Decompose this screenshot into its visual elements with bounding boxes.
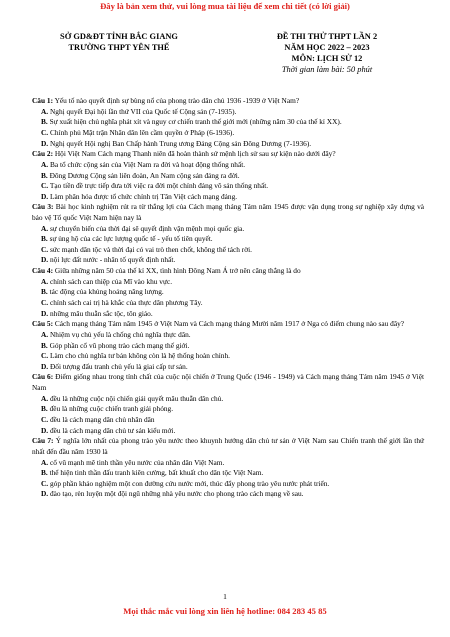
option-text: sự chuyển biến của thời đại sẽ quyết định vận mệnh mọi quốc gia. xyxy=(49,223,245,233)
answer-option xyxy=(41,362,424,373)
option-letter: A. xyxy=(41,276,49,286)
option-text: đều là cách mạng dân chủ tư sản kiểu mới. xyxy=(49,425,176,435)
question-list xyxy=(32,96,424,500)
answer-option xyxy=(41,255,424,266)
answer-option xyxy=(41,128,424,139)
option-letter: D. xyxy=(41,425,49,435)
option-text: đào tạo, rèn luyện một đội ngũ những nhà yêu nước cho phong trào cách mạng về sau. xyxy=(49,489,304,499)
exam-header xyxy=(252,31,402,75)
option-letter: A. xyxy=(41,159,49,169)
option-letter: D. xyxy=(41,138,49,148)
option-letter: D. xyxy=(41,361,49,371)
option-letter: A. xyxy=(41,393,49,403)
answer-option xyxy=(41,426,424,437)
question xyxy=(32,96,424,107)
option-letter: B. xyxy=(41,117,48,127)
option-letter: B. xyxy=(41,287,48,297)
question-text: Điểm giống nhau trong tính chất của cuộc nội chiến ở Trung Quốc (1946 - 1949) và Cách mạng tháng Tám năm 1945 ở Việt Nam xyxy=(32,372,425,392)
option-letter: D. xyxy=(41,308,49,318)
option-text: Làm cho chủ nghĩa tư bản không còn là hệ thống hoàn chỉnh. xyxy=(49,351,230,361)
answer-option xyxy=(41,330,424,341)
option-letter: B. xyxy=(41,404,48,414)
answer-option xyxy=(41,277,424,288)
question-text: Bài học kinh nghiệm rút ra từ thắng lợi của Cách mạng tháng Tám năm 1945 được vận dụng trong sự nghiệp xây dựng và bảo vệ Tổ quốc Việt Nam hiện nay là xyxy=(32,202,425,222)
school-year: NĂM HỌC 2022 – 2023 xyxy=(284,43,370,52)
question-number: Câu 4: xyxy=(32,266,54,276)
question-number: Câu 1: xyxy=(32,96,54,105)
question xyxy=(32,149,424,160)
option-letter: C. xyxy=(41,244,49,254)
answer-option xyxy=(41,309,424,320)
option-letter: D. xyxy=(41,255,49,265)
answer-option xyxy=(41,287,424,298)
question xyxy=(32,266,424,277)
option-text: Đối tượng đấu tranh chủ yếu là giai cấp tư sản. xyxy=(49,361,188,371)
option-text: Sự xuất hiện chủ nghĩa phát xít và nguy cơ chiến tranh thế giới mới (những năm 30 của thế kỉ XX). xyxy=(49,117,342,127)
option-text: Tạo tiền đề trực tiếp đưa tới việc ra đời một chính đảng vô sản thống nhất. xyxy=(49,181,269,191)
option-letter: C. xyxy=(41,127,49,137)
question-number: Câu 3: xyxy=(32,202,54,212)
option-text: Nghị quyết Hội nghị Ban Chấp hành Trung ương Đảng Cộng sản Đông Dương (7-1936). xyxy=(49,138,312,148)
answer-option xyxy=(41,171,424,182)
answer-option xyxy=(41,468,424,479)
option-letter: D. xyxy=(41,191,49,201)
option-text: Đông Dương Cộng sản liên đoàn, An Nam cộng sản đảng ra đời. xyxy=(49,170,240,180)
option-text: góp phần khảo nghiệm một con đường cứu nước mới, thúc đẩy phong trào yêu nước phát triển. xyxy=(49,478,330,488)
option-text: thể hiện tinh thần đấu tranh kiên cường, bất khuất cho dân tộc Việt Nam. xyxy=(49,468,264,478)
option-text: chính sách can thiệp của Mĩ vào khu vực. xyxy=(49,276,173,286)
option-letter: A. xyxy=(41,106,49,116)
school-name: TRƯỜNG THPT YÊN THẾ xyxy=(68,43,170,52)
option-letter: D. xyxy=(41,489,49,499)
option-letter: C. xyxy=(41,414,49,424)
hotline-banner: Mọi thắc mắc vui lòng xin liên hệ hotline: 084 283 45 85 xyxy=(123,606,327,616)
exam-title: ĐỀ THI THỬ THPT LẦN 2 xyxy=(276,32,378,41)
school-header xyxy=(44,31,194,53)
option-letter: B. xyxy=(41,468,48,478)
option-text: Nghị quyết Đại hội lần thứ VII của Quốc tế Cộng sản (7-1935). xyxy=(49,106,237,116)
question-text: Cách mạng tháng Tám năm 1945 ở Việt Nam và Cách mạng tháng Mười năm 1917 ở Nga có điểm chung nào sau đây? xyxy=(54,319,405,329)
option-text: Ba tổ chức cộng sản của Việt Nam ra đời và hoạt động thống nhất. xyxy=(49,159,246,169)
option-text: đều là cách mạng dân chủ nhân dân xyxy=(49,414,155,424)
answer-option xyxy=(41,458,424,469)
answer-option xyxy=(41,181,424,192)
question xyxy=(32,319,424,330)
option-text: Chính phủ Mặt trận Nhân dân lên cầm quyền ở Pháp (6-1936). xyxy=(49,127,235,137)
option-text: Làm phân hóa được tổ chức chính trị Tân Việt cách mạng đảng. xyxy=(49,191,238,201)
page-number: 1 xyxy=(223,592,227,601)
subject: MÔN: LỊCH SỬ 12 xyxy=(291,54,363,63)
answer-option xyxy=(41,298,424,309)
answer-option xyxy=(41,234,424,245)
option-letter: B. xyxy=(41,234,48,244)
question-text: Hội Việt Nam Cách mạng Thanh niên đã hoàn thành sứ mệnh lịch sử sau sự kiện nào dưới đây? xyxy=(54,149,336,159)
option-letter: C. xyxy=(41,478,49,488)
option-text: sự ủng hộ của các lực lượng quốc tế - yếu tố tiên quyết. xyxy=(49,234,213,244)
question-text: Ý nghĩa lớn nhất của phong trào yêu nước theo khuynh hướng dân chủ tư sản ở Việt Nam sau Chiến tranh thế giới lần thứ nhất đến đầu năm 1930 là xyxy=(32,436,424,456)
answer-option xyxy=(41,139,424,150)
question xyxy=(32,436,424,457)
option-letter: C. xyxy=(41,181,49,191)
question xyxy=(32,202,424,223)
answer-option xyxy=(41,224,424,235)
question-number: Câu 6: xyxy=(32,372,54,382)
answer-option xyxy=(41,117,424,128)
option-text: tác động của khủng hoảng năng lượng. xyxy=(49,287,164,297)
option-letter: B. xyxy=(41,340,48,350)
option-text: Góp phần cổ vũ phong trào cách mạng thế giới. xyxy=(49,340,190,350)
exam-duration: Thời gian làm bài: 50 phút xyxy=(281,65,373,74)
answer-option xyxy=(41,160,424,171)
option-text: đều là những cuộc nội chiến giải quyết mâu thuẫn dân chủ. xyxy=(49,393,224,403)
option-text: cổ vũ mạnh mẽ tinh thần yêu nước của nhân dân Việt Nam. xyxy=(49,457,225,467)
answer-option xyxy=(41,404,424,415)
option-text: những mâu thuẫn sắc tộc, tôn giáo. xyxy=(49,308,153,318)
answer-option xyxy=(41,415,424,426)
option-text: sức mạnh dân tộc và thời đại có vai trò then chốt, không thể tách rời. xyxy=(49,244,253,254)
question-number: Câu 5: xyxy=(32,319,54,329)
answer-option xyxy=(41,341,424,352)
answer-option xyxy=(41,245,424,256)
question xyxy=(32,372,424,393)
preview-banner: Đây là bản xem thử, vui lòng mua tài liệu để xem chi tiết (có lời giải) xyxy=(100,1,350,11)
answer-option xyxy=(41,192,424,203)
option-text: đều là những cuộc chiến tranh giải phóng. xyxy=(49,404,174,414)
department-name: SỞ GD&ĐT TỈNH BẮC GIANG xyxy=(60,32,178,41)
answer-option xyxy=(41,479,424,490)
option-letter: A. xyxy=(41,330,49,339)
question-number: Câu 7: xyxy=(32,436,54,446)
option-letter: A. xyxy=(41,223,49,233)
option-letter: C. xyxy=(41,351,49,361)
answer-option xyxy=(41,489,424,500)
question-text: Giữa những năm 50 của thế kỉ XX, tình hình Đông Nam Á trở nên căng thẳng là do xyxy=(54,266,301,276)
answer-option xyxy=(41,394,424,405)
option-letter: C. xyxy=(41,298,49,308)
option-text: Nhiệm vụ chủ yếu là chống chủ nghĩa thực dân. xyxy=(49,330,191,339)
answer-option xyxy=(41,351,424,362)
question-text: Yếu tố nào quyết định sự bùng nổ của phong trào dân chủ 1936 -1939 ở Việt Nam? xyxy=(54,96,300,105)
option-letter: A. xyxy=(41,457,49,467)
option-text: chính sách cai trị hà khắc của thực dân phương Tây. xyxy=(49,298,203,308)
option-text: nội lực đất nước - nhân tố quyết định nhất. xyxy=(49,255,176,265)
question-number: Câu 2: xyxy=(32,149,54,159)
answer-option xyxy=(41,107,424,118)
option-letter: B. xyxy=(41,170,48,180)
